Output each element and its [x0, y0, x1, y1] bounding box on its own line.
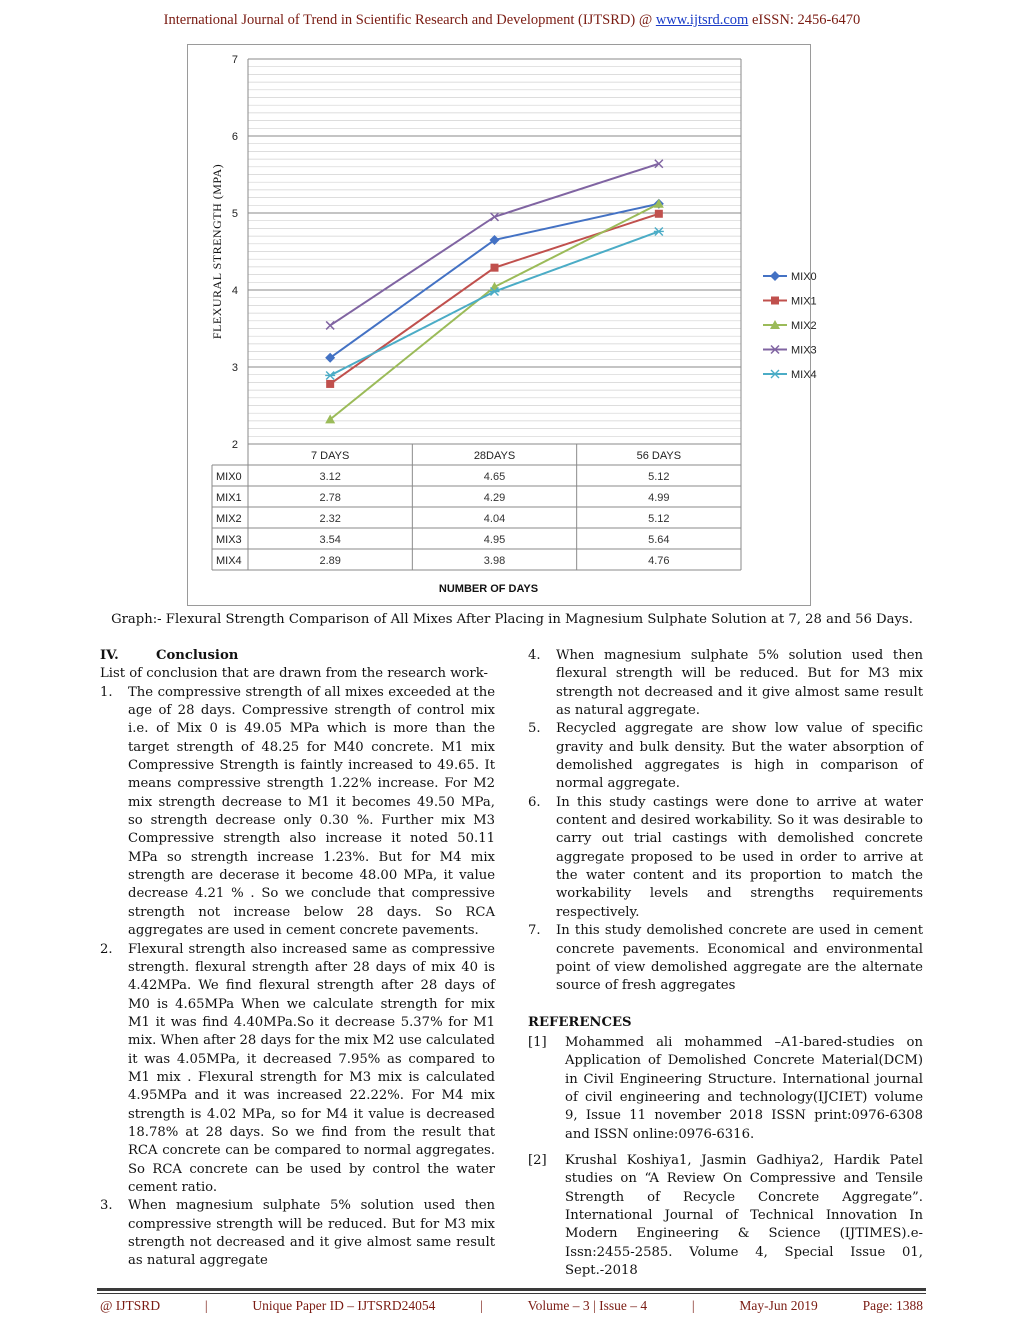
list-item — [100, 941, 495, 1198]
reference-number: [1] — [528, 1034, 547, 1050]
table-cell: 2.32 — [319, 513, 341, 525]
y-tick-label: 2 — [231, 439, 238, 451]
table-cell: 3.54 — [319, 534, 341, 546]
header-issn: eISSN: 2456-6470 — [751, 12, 861, 28]
footer-paper-id: Unique Paper ID – IJTSRD24054 — [252, 1298, 436, 1313]
y-tick-label: 4 — [231, 285, 238, 297]
footer-separator: | — [691, 1298, 695, 1313]
data-point — [771, 297, 779, 305]
y-tick-label: 3 — [231, 362, 238, 374]
series-line-mix4 — [330, 231, 659, 375]
page-header — [0, 12, 1024, 29]
table-cell: 2.89 — [319, 555, 341, 567]
legend-label: MIX0 — [791, 271, 817, 283]
list-text: In this study demolished concrete are used in cement concrete pavements. Economical and environmental point of view demolished aggregate are the alternate source of fresh aggregates — [556, 923, 923, 994]
table-cell: 5.12 — [648, 513, 670, 525]
list-number: 6. — [528, 794, 541, 810]
table-cell: 5.64 — [648, 534, 670, 546]
table-series-label: MIX3 — [216, 534, 242, 546]
list-text: Recycled aggregate are show low value of specific gravity and bulk density. But the water absorption of demolished aggregates is high in comparison of normal aggregate. — [556, 721, 923, 792]
series-line-mix0 — [330, 204, 659, 358]
list-text: The compressive strength of all mixes exceeded at the age of 28 days. Compressive strength of control mix i.e. of Mix 0 is 49.05 MPa which is more than the target strength of 48.25 for M40 concrete. M1 mix Compressive Strength is faintly increased to 49.65. It means compressive strength 1.22% increase. For M2 mix strength decrease to M1 it becomes 49.50 MPa, so strength decrease only 0.30 %. Further mix M3 Compressive strength also increase it noted 50.11 MPa so strength increase 1.23%. But for M4 mix strength are decerase it become 48.00 MPa, it value decrease 4.21 % . So we conclude that compressive strength not increase below 28 days. So RCA aggregates are used in cement concrete pavements. — [128, 684, 495, 939]
x-category-label: 28DAYS — [473, 450, 516, 462]
legend-label: MIX1 — [791, 295, 817, 308]
data-point — [326, 380, 334, 388]
list-text: When magnesium sulphate 5% solution used then compressive strength will be reduced. But for M3 mix strength not decreased and it give almost same result as natural aggregate — [128, 1198, 495, 1269]
table-series-label: MIX1 — [216, 492, 242, 504]
data-point — [655, 210, 663, 218]
y-tick-label: 7 — [231, 54, 238, 66]
x-category-label: 56 DAYS — [636, 450, 682, 462]
table-cell: 3.98 — [483, 555, 506, 567]
table-cell: 4.76 — [648, 555, 670, 567]
list-item — [528, 794, 923, 922]
data-point — [491, 264, 499, 272]
table-cell: 4.04 — [483, 513, 506, 525]
list-item — [100, 1197, 495, 1270]
reference-text: Mohammed ali mohammed –A1-bared-studies on Application of Demolished Concrete Material(DCM) in Civil Engineering Structure. International journal of civil engineering and technology(IJCIET) volume 9, Issue 11 november 2018 ISSN print:0976-6308 and ISSN online:0976-6316. — [565, 1034, 923, 1142]
figure-caption: Graph:- Flexural Strength Comparison of All Mixes After Placing in Magnesium Sulphate Solution at 7, 28 and 56 Days. — [111, 612, 913, 627]
footer-separator: | — [480, 1298, 483, 1313]
footer-site: @ IJTSRD — [100, 1298, 161, 1313]
list-number: 5. — [528, 721, 541, 737]
y-tick-label: 6 — [231, 131, 238, 143]
footer-date: May-Jun 2019 — [739, 1298, 818, 1313]
list-text: When magnesium sulphate 5% solution used then flexural strength will be reduced. But for M3 mix strength not decreased and it give almost same result as natural aggregate. — [556, 648, 923, 719]
footer-rule — [97, 1288, 926, 1291]
list-item — [528, 647, 923, 720]
footer-rule-thin — [97, 1293, 926, 1294]
table-series-label: MIX0 — [216, 471, 242, 483]
table-cell: 4.65 — [483, 471, 506, 483]
data-point — [325, 371, 335, 379]
left-column — [100, 647, 495, 1271]
references-heading: REFERENCES — [528, 1014, 632, 1030]
table-cell: 4.99 — [648, 492, 670, 504]
section-heading — [100, 647, 495, 665]
reference-text: Krushal Koshiya1, Jasmin Gadhiya2, Hardik Patel studies on “A Review On Compressive and Tensile Strength of Recycle Concrete Aggregate”. International Journal of Technical Innovation In Modern Engineering & Science (IJTIMES).e-Issn:2455-2585. Volume 4, Special Issue 01, Sept.-2018 — [565, 1152, 923, 1278]
reference-number: [2] — [528, 1152, 547, 1168]
x-axis-label: NUMBER OF DAYS — [438, 583, 539, 595]
y-axis-label: FLEXURAL STRENGTH (MPA) — [210, 163, 224, 340]
reference-item — [528, 1152, 923, 1280]
legend-label: MIX2 — [791, 320, 817, 332]
table-cell: 3.12 — [319, 471, 341, 483]
footer-page: Page: 1388 — [862, 1298, 923, 1313]
reference-item — [528, 1034, 923, 1144]
x-category-label: 7 DAYS — [311, 450, 350, 462]
list-item — [528, 720, 923, 793]
list-number: 7. — [528, 923, 541, 939]
table-cell: 2.78 — [319, 492, 341, 504]
list-number: 3. — [100, 1198, 113, 1214]
data-point — [770, 370, 780, 378]
section-intro: List of conclusion that are drawn from the research work- — [100, 666, 488, 682]
page-footer — [100, 1298, 923, 1314]
right-column — [528, 647, 923, 1280]
section-number: IV. — [100, 648, 119, 663]
legend-label: MIX4 — [791, 369, 817, 381]
list-text: In this study castings were done to arrive at water content and desired workability. So it was desirable to carry out trial castings with demolished concrete aggregate proposed to be used in order to arrive at the water content and its proportion to match the workability levels and strengths requirements respectively. — [556, 794, 923, 920]
y-tick-label: 5 — [231, 208, 238, 220]
footer-separator: | — [204, 1298, 208, 1313]
list-number: 4. — [528, 648, 541, 663]
section-title: Conclusion — [156, 648, 239, 663]
chart-svg — [188, 45, 817, 605]
list-item — [100, 684, 495, 941]
header-journal: International Journal of Trend in Scientific Research and Development (IJTSRD) @ — [163, 12, 653, 28]
list-text: Flexural strength also increased same as compressive strength. flexural strength after 28 days of mix 40 is 4.42MPa. We find flexural strength after 28 days of M0 is 4.65MPa When we calculate strength for mix M1 it was find 4.40MPa.So it decrease 5.37% for M1 mix. When after 28 days for the mix M2 use calculated it was 4.05MPa, it decreased 7.95% as compared to M1 mix . Flexural strength for M3 mix is calculated 4.95MPa and it was increased 22.22%. For M4 mix strength is 4.02 MPa, so for M4 it value is decreased 18.78% at 28 days. So we find from the result that RCA concrete can be compared to normal aggregates. So RCA concrete can be used by control the water cement ratio. — [128, 941, 495, 1195]
data-point — [770, 271, 780, 281]
table-cell: 4.95 — [483, 534, 506, 546]
footer-volume: Volume – 3 | Issue – 4 — [527, 1298, 648, 1313]
table-cell: 4.29 — [483, 492, 506, 504]
list-number: 2. — [100, 941, 113, 957]
legend-label: MIX3 — [791, 344, 817, 357]
flexural-strength-chart — [187, 44, 817, 606]
table-series-label: MIX4 — [216, 555, 242, 567]
table-series-label: MIX2 — [216, 513, 242, 525]
header-link[interactable]: www.ijtsrd.com — [655, 12, 749, 28]
list-number: 1. — [100, 684, 113, 700]
table-cell: 5.12 — [648, 471, 670, 483]
list-item — [528, 922, 923, 995]
